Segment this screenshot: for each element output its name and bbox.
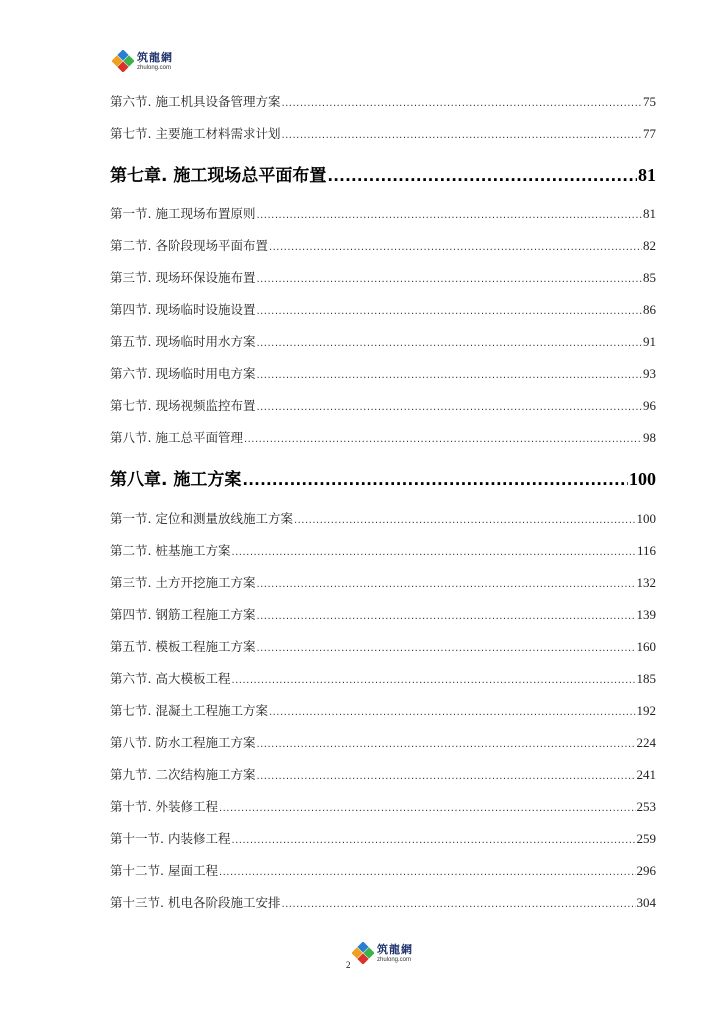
- toc-entry[interactable]: [110, 701, 656, 719]
- toc-entry-page: 82: [643, 238, 656, 253]
- dot-leader: [256, 206, 642, 221]
- toc-entry-page: 224: [636, 735, 656, 750]
- logo-cn-text: 筑龍網: [137, 50, 173, 64]
- toc-entry-page: 100: [636, 511, 656, 526]
- dot-leader: [256, 366, 642, 381]
- toc-entry-page: 160: [636, 639, 656, 654]
- dot-leader: [294, 511, 636, 526]
- toc-entry[interactable]: [110, 124, 656, 142]
- toc-entry-page: 296: [636, 863, 656, 878]
- toc-entry-page: 132: [636, 575, 656, 590]
- dot-leader: [256, 398, 642, 413]
- toc-entry[interactable]: [110, 300, 656, 318]
- dot-leader: [327, 166, 637, 186]
- toc-entry-title: 第四节. 现场临时设施设置: [110, 302, 256, 317]
- dot-leader: [256, 607, 635, 622]
- toc-chapter-entry[interactable]: [110, 161, 656, 186]
- toc-entry-title: 第八节. 施工总平面管理: [110, 430, 243, 445]
- toc-entry-page: 96: [643, 398, 656, 413]
- dot-leader: [281, 895, 635, 910]
- toc-entry-title: 第六节. 施工机具设备管理方案: [110, 94, 281, 109]
- dot-leader: [256, 767, 635, 782]
- toc-chapter-page: 100: [629, 469, 656, 489]
- toc-chapter-page: 81: [638, 165, 656, 185]
- toc-entry-page: 85: [643, 270, 656, 285]
- toc-entry-title: 第三节. 土方开挖施工方案: [110, 575, 256, 590]
- toc-entry[interactable]: [110, 765, 656, 783]
- dot-leader: [231, 831, 635, 846]
- dot-leader: [231, 543, 636, 558]
- toc-entry[interactable]: [110, 669, 656, 687]
- toc-entry-page: 253: [636, 799, 656, 814]
- toc-entry[interactable]: [110, 797, 656, 815]
- page-number: 2: [346, 960, 351, 970]
- toc-entry-page: 91: [643, 334, 656, 349]
- toc-entry-page: 81: [643, 206, 656, 221]
- toc-chapter-title: 第八章. 施工方案: [110, 470, 242, 490]
- toc-entry-page: 93: [643, 366, 656, 381]
- toc-entry-title: 第十一节. 内装修工程: [110, 831, 231, 846]
- toc-entry[interactable]: [110, 236, 656, 254]
- toc-entry-page: 98: [643, 430, 656, 445]
- toc-entry-page: 259: [636, 831, 656, 846]
- toc-chapter-entry[interactable]: [110, 465, 656, 490]
- toc-chapter-title: 第七章. 施工现场总平面布置: [110, 166, 327, 186]
- toc-entry-title: 第一节. 定位和测量放线施工方案: [110, 511, 293, 526]
- toc-entry[interactable]: [110, 541, 656, 559]
- toc-entry[interactable]: [110, 829, 656, 847]
- logo-en-text: zhulong.com: [377, 956, 412, 963]
- toc-entry[interactable]: [110, 893, 656, 911]
- toc-entry-page: 192: [636, 703, 656, 718]
- dot-leader: [244, 430, 642, 445]
- toc-entry-title: 第九节. 二次结构施工方案: [110, 767, 256, 782]
- dot-leader: [231, 671, 635, 686]
- dot-leader: [242, 470, 628, 490]
- toc-entry[interactable]: [110, 204, 656, 222]
- toc-entry-title: 第五节. 模板工程施工方案: [110, 639, 256, 654]
- toc-entry[interactable]: [110, 861, 656, 879]
- toc-entry-page: 116: [636, 543, 656, 558]
- toc-entry[interactable]: [110, 396, 656, 414]
- toc-entry-title: 第四节. 钢筋工程施工方案: [110, 607, 256, 622]
- toc-entry-title: 第十节. 外装修工程: [110, 799, 218, 814]
- toc-entry[interactable]: [110, 605, 656, 623]
- logo-cn-text: 筑龍網: [377, 942, 413, 956]
- zhulong-logo-icon: [352, 942, 374, 964]
- dot-leader: [256, 639, 635, 654]
- dot-leader: [219, 863, 636, 878]
- zhulong-logo-icon: [112, 50, 134, 72]
- header-logo: [112, 50, 173, 72]
- toc-entry-title: 第十三节. 机电各阶段施工安排: [110, 895, 281, 910]
- dot-leader: [281, 126, 642, 141]
- dot-leader: [219, 799, 636, 814]
- toc-entry-title: 第七节. 混凝土工程施工方案: [110, 703, 268, 718]
- toc-entry-title: 第二节. 各阶段现场平面布置: [110, 238, 268, 253]
- dot-leader: [256, 270, 642, 285]
- toc-entry-title: 第十二节. 屋面工程: [110, 863, 218, 878]
- dot-leader: [269, 703, 636, 718]
- toc-entry-title: 第二节. 桩基施工方案: [110, 543, 231, 558]
- toc-entry-title: 第三节. 现场环保设施布置: [110, 270, 256, 285]
- dot-leader: [256, 334, 642, 349]
- toc-entry[interactable]: [110, 92, 656, 110]
- toc-entry[interactable]: [110, 364, 656, 382]
- toc-entry-page: 241: [636, 767, 656, 782]
- toc-entry-title: 第五节. 现场临时用水方案: [110, 334, 256, 349]
- toc-entry[interactable]: [110, 637, 656, 655]
- toc-entry-page: 185: [636, 671, 656, 686]
- toc-entry-page: 86: [643, 302, 656, 317]
- toc-entry-page: 139: [636, 607, 656, 622]
- dot-leader: [269, 238, 642, 253]
- toc-entry-page: 304: [636, 895, 656, 910]
- toc-entry-title: 第七节. 主要施工材料需求计划: [110, 126, 281, 141]
- logo-en-text: zhulong.com: [137, 64, 172, 71]
- toc-entry[interactable]: [110, 428, 656, 446]
- toc-entry-title: 第一节. 施工现场布置原则: [110, 206, 256, 221]
- toc-entry-title: 第六节. 现场临时用电方案: [110, 366, 256, 381]
- toc-entry-page: 77: [643, 126, 656, 141]
- footer-logo: [352, 942, 413, 964]
- toc-entry-title: 第七节. 现场视频监控布置: [110, 398, 256, 413]
- dot-leader: [256, 302, 642, 317]
- toc-entry[interactable]: [110, 509, 656, 527]
- toc-entry[interactable]: [110, 332, 656, 350]
- toc-entry[interactable]: [110, 573, 656, 591]
- toc-entry-title: 第八节. 防水工程施工方案: [110, 735, 256, 750]
- toc-entry-title: 第六节. 高大模板工程: [110, 671, 231, 686]
- dot-leader: [256, 575, 635, 590]
- toc-entry-page: 75: [643, 94, 656, 109]
- toc-entry[interactable]: [110, 268, 656, 286]
- dot-leader: [281, 94, 642, 109]
- toc-entry[interactable]: [110, 733, 656, 751]
- dot-leader: [256, 735, 635, 750]
